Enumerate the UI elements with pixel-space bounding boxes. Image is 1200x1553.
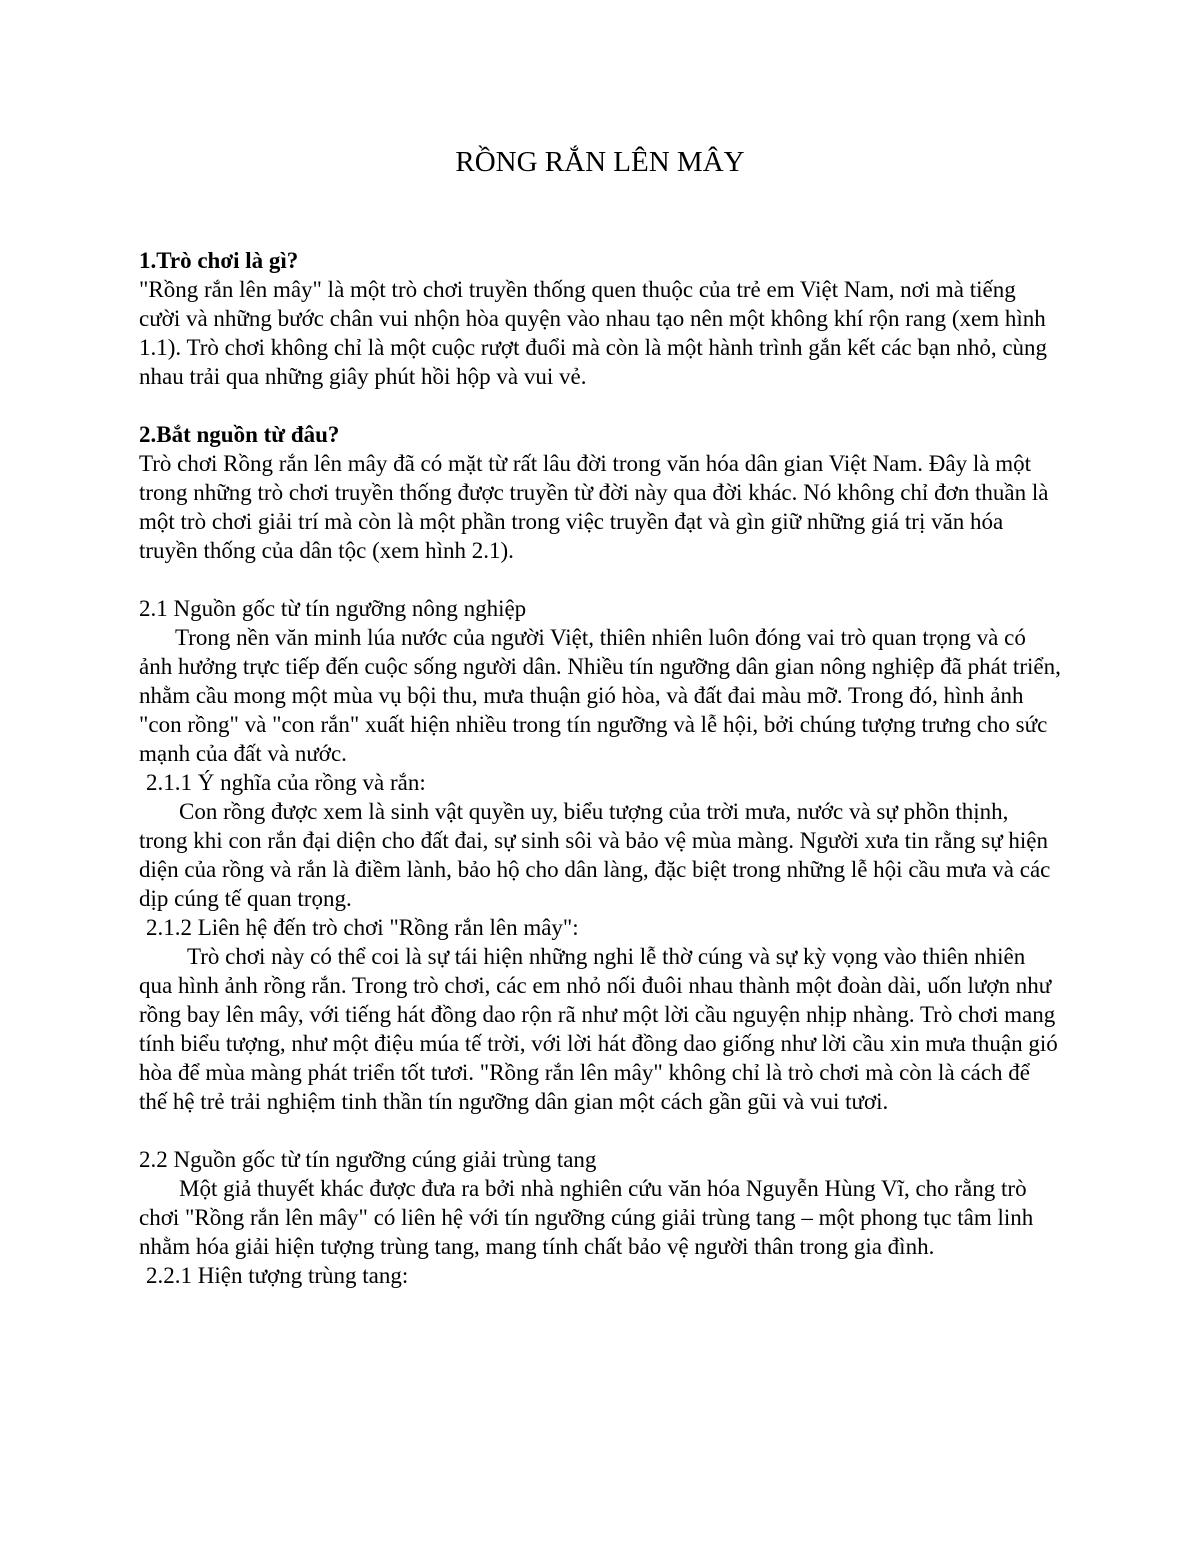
section-2-2-paragraph: Một giả thuyết khác được đưa ra bởi nhà nghiên cứu văn hóa Nguyễn Hùng Vĩ, cho rằng trò chơi "Rồng rắn lên mây" có liên hệ với tín ngưỡng cúng giải trùng tang – một phong tục tâm linh nhằm hóa giải hiện tượng trùng tang, mang tính chất bảo vệ người thân trong gia đình. [139, 1176, 1034, 1259]
spacer [139, 565, 1061, 594]
section-2-1-2-heading: 2.1.2 Liên hệ đến trò chơi "Rồng rắn lên mây": [146, 915, 579, 940]
section-2-1-1-heading: 2.1.1 Ý nghĩa của rồng và rắn: [146, 770, 426, 795]
document-title: RỒNG RẮN LÊN MÂY [455, 146, 745, 178]
section-2-2-heading: 2.2 Nguồn gốc từ tín ngưỡng cúng giải trùng tang [139, 1147, 597, 1172]
spacer [139, 1116, 1061, 1145]
section-2-heading: 2.Bắt nguồn từ đâu? [139, 422, 340, 447]
spacer [139, 391, 1061, 420]
section-2-1-1-paragraph: Con rồng được xem là sinh vật quyền uy, biểu tượng của trời mưa, nước và sự phồn thịnh, trong khi con rắn đại diện cho đất đai, sự sinh sôi và bảo vệ mùa màng. Người xưa tin rằng sự hiện diện của rồng và rắn là điềm lành, bảo hộ cho dân làng, đặc biệt trong những lễ hội cầu mưa và các dịp cúng tế quan trọng. [139, 799, 1051, 911]
document-body [139, 246, 1061, 1290]
section-2-2-1-heading: 2.2.1 Hiện tượng trùng tang: [146, 1263, 409, 1288]
section-1-heading: 1.Trò chơi là gì? [139, 248, 299, 273]
section-2-1-paragraph: Trong nền văn minh lúa nước của người Việt, thiên nhiên luôn đóng vai trò quan trọng và có ảnh hưởng trực tiếp đến cuộc sống người dân. Nhiều tín ngưỡng dân gian nông nghiệp đã phát triển, nhằm cầu mong một mùa vụ bội thu, mưa thuận gió hòa, và đất đai màu mỡ. Trong đó, hình ảnh "con rồng" và "con rắn" xuất hiện nhiều trong tín ngưỡng và lễ hội, bởi chúng tượng trưng cho sức mạnh của đất và nước. [139, 625, 1061, 766]
section-2-paragraph: Trò chơi Rồng rắn lên mây đã có mặt từ rất lâu đời trong văn hóa dân gian Việt Nam. Đây là một trong những trò chơi truyền thống được truyền từ đời này qua đời khác. Nó không chỉ đơn thuần là một trò chơi giải trí mà còn là một phần trong việc truyền đạt và gìn giữ những giá trị văn hóa truyền thống của dân tộc (xem hình 2.1). [139, 451, 1049, 563]
section-2-1-2-paragraph: Trò chơi này có thể coi là sự tái hiện những nghi lễ thờ cúng và sự kỳ vọng vào thiên nhiên qua hình ảnh rồng rắn. Trong trò chơi, các em nhỏ nối đuôi nhau thành một đoàn dài, uốn lượn như rồng bay lên mây, với tiếng hát đồng dao rộn rã như một lời cầu nguyện nhịp nhàng. Trò chơi mang tính biểu tượng, như một điệu múa tế trời, với lời hát đồng dao giống như lời cầu xin mưa thuận gió hòa để mùa màng phát triển tốt tươi. "Rồng rắn lên mây" không chỉ là trò chơi mà còn là cách để thế hệ trẻ trải nghiệm tinh thần tín ngưỡng dân gian một cách gần gũi và vui tươi. [139, 944, 1058, 1114]
section-2-1-heading: 2.1 Nguồn gốc từ tín ngưỡng nông nghiệp [139, 596, 527, 621]
section-1-paragraph: "Rồng rắn lên mây" là một trò chơi truyền thống quen thuộc của trẻ em Việt Nam, nơi mà tiếng cười và những bước chân vui nhộn hòa quyện vào nhau tạo nên một không khí rộn rang (xem hình 1.1). Trò chơi không chỉ là một cuộc rượt đuổi mà còn là một hành trình gắn kết các bạn nhỏ, cùng nhau trải qua những giây phút hồi hộp và vui vẻ. [139, 277, 1048, 389]
